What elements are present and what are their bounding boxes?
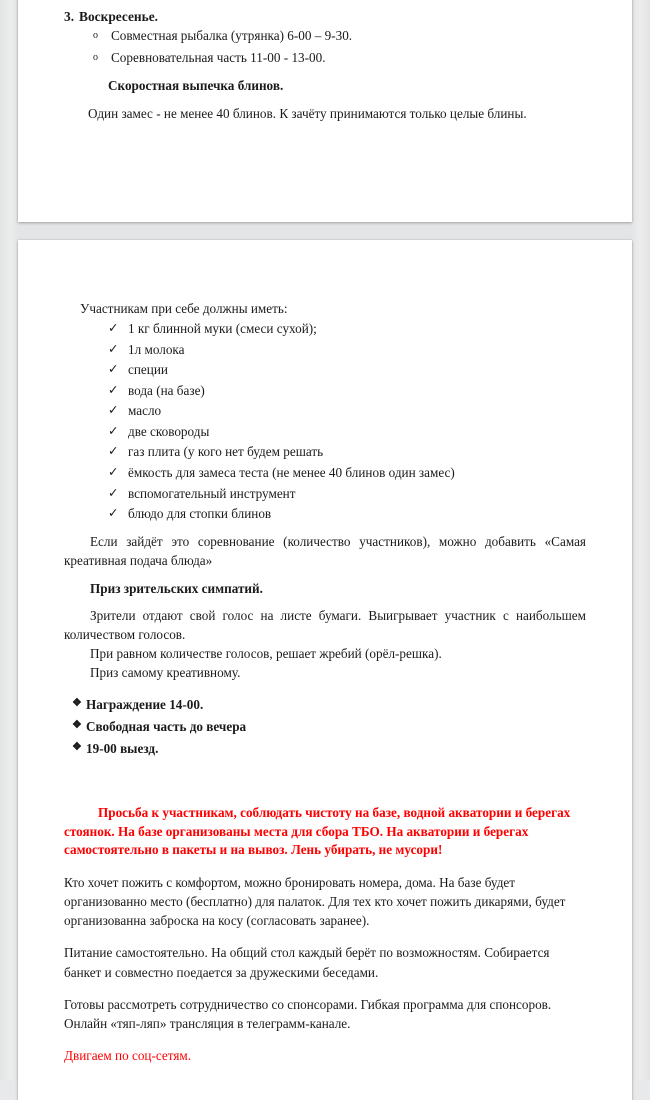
heading-number: 3. bbox=[64, 9, 75, 24]
check-icon: ✓ bbox=[108, 464, 119, 479]
list-item-label: Награждение 14-00. bbox=[86, 697, 204, 713]
page-2-content bbox=[18, 240, 632, 1065]
list-item bbox=[72, 696, 586, 714]
circle-bullet-icon: o bbox=[93, 30, 98, 42]
list-item-label: 1л молока bbox=[128, 341, 185, 357]
check-icon: ✓ bbox=[108, 423, 119, 438]
check-icon: ✓ bbox=[108, 362, 119, 377]
document-page-1 bbox=[18, 0, 632, 222]
list-item-label: Свободная часть до вечера bbox=[86, 719, 247, 735]
rules-paragraph: Один замес - не менее 40 блинов. К зачёту принимаются только целые блины. bbox=[88, 106, 527, 122]
cleanliness-notice: Просьба к участникам, соблюдать чистоту на базе, водной акватории и берегах стоянок. На базе организованы места для сбора ТБО. На акватории и берегах самостоятельно в пакеты и на вывоз. Лень убирать, не мусори! bbox=[64, 804, 571, 858]
list-item-label: масло bbox=[128, 403, 162, 419]
audience-prize-heading: Приз зрительских симпатий. bbox=[90, 581, 263, 597]
check-icon: ✓ bbox=[108, 485, 119, 500]
list-item bbox=[93, 27, 586, 45]
optional-contest-paragraph: Если зайдёт это соревнование (количество участников), можно добавить «Самая креативная подача блюда» bbox=[64, 534, 586, 569]
list-item-label: газ плита (у кого нет будем решать bbox=[128, 444, 324, 460]
diamond-bullet-icon: ❖ bbox=[72, 697, 82, 710]
check-icon: ✓ bbox=[108, 382, 119, 397]
list-item bbox=[72, 718, 586, 736]
list-item-label: вспомогательный инструмент bbox=[128, 485, 296, 501]
sponsors-paragraph: Готовы рассмотреть сотрудничество со спонсорами. Гибкая программа для спонсоров. Онлайн «тяп-ляп» трансляция в телеграмм-канале. bbox=[64, 996, 552, 1031]
diamond-bullet-icon: ❖ bbox=[72, 719, 82, 732]
list-item bbox=[108, 464, 586, 481]
list-item bbox=[108, 443, 586, 460]
diamond-bullet-icon: ❖ bbox=[72, 741, 82, 754]
list-item bbox=[108, 382, 586, 399]
check-icon: ✓ bbox=[108, 341, 119, 356]
document-page-2 bbox=[18, 240, 632, 1100]
list-item-label: блюдо для стопки блинов bbox=[128, 506, 272, 522]
page-title bbox=[64, 8, 586, 25]
list-item bbox=[108, 423, 586, 440]
list-item bbox=[108, 505, 586, 522]
list-item bbox=[108, 402, 586, 419]
list-item bbox=[108, 361, 586, 378]
list-item-label: 1 кг блинной муки (смеси сухой); bbox=[128, 321, 317, 337]
tiebreak-paragraph: При равном количестве голосов, решает жребий (орёл-решка). bbox=[90, 646, 442, 662]
equipment-checklist bbox=[64, 320, 586, 522]
check-icon: ✓ bbox=[108, 444, 119, 459]
list-item bbox=[93, 49, 586, 67]
check-icon: ✓ bbox=[108, 403, 119, 418]
audience-prize-paragraph: Зрители отдают свой голос на листе бумаги. Выигрывает участник с наибольшем количеством голосов. bbox=[64, 608, 586, 643]
schedule-list bbox=[64, 27, 586, 67]
closing-schedule-list bbox=[64, 696, 586, 757]
page-1-content bbox=[18, 0, 632, 125]
list-item bbox=[72, 740, 586, 758]
list-item-label: специи bbox=[128, 362, 168, 378]
list-item bbox=[108, 341, 586, 358]
heading-text: Воскресенье. bbox=[79, 9, 159, 24]
social-media-note: Двигаем по соц-сетям. bbox=[64, 1048, 192, 1064]
creative-prize-paragraph: Приз самому креативному. bbox=[90, 665, 241, 681]
list-item-label: Совместная рыбалка (утрянка) 6-00 – 9-30. bbox=[111, 28, 353, 44]
list-item-label: Соревновательная часть 11-00 - 13-00. bbox=[111, 50, 326, 66]
list-item-label: вода (на базе) bbox=[128, 382, 205, 398]
check-icon: ✓ bbox=[108, 321, 119, 336]
list-item-label: 19-00 выезд. bbox=[86, 741, 159, 757]
check-icon: ✓ bbox=[108, 506, 119, 521]
list-item bbox=[108, 485, 586, 502]
food-paragraph: Питание самостоятельно. На общий стол каждый берёт по возможностям. Собирается банкет и совместно поедается за дружескими беседами. bbox=[64, 945, 550, 980]
circle-bullet-icon: o bbox=[93, 52, 98, 64]
checklist-lead-in: Участникам при себе должны иметь: bbox=[80, 301, 288, 316]
list-item bbox=[108, 320, 586, 337]
accommodation-paragraph: Кто хочет пожить с комфортом, можно бронировать номера, дома. На базе будет организованно место (бесплатно) для палаток. Для тех кто хочет пожить дикарями, будет организованна заброска на косу (согласовать заранее). bbox=[64, 875, 566, 929]
section-subheading: Скоростная выпечка блинов. bbox=[108, 78, 284, 94]
list-item-label: две сковороды bbox=[128, 423, 210, 439]
list-item-label: ёмкость для замеса теста (не менее 40 блинов один замес) bbox=[128, 464, 455, 480]
